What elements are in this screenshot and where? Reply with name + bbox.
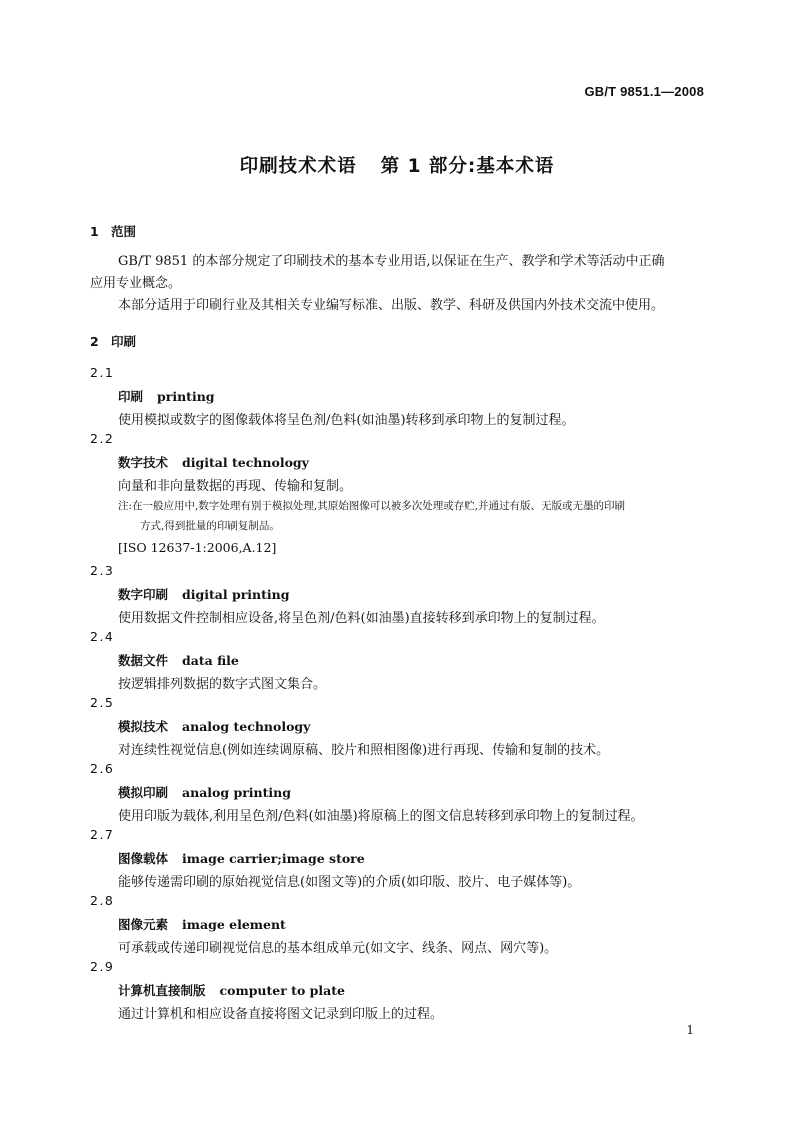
term-heading	[118, 387, 215, 405]
entry-number: 2.1	[90, 365, 115, 380]
term-heading	[118, 717, 310, 735]
term-zh: 印刷	[118, 389, 144, 404]
term-zh: 计算机直接制版	[118, 983, 206, 998]
term-heading	[118, 915, 286, 933]
term-definition: 通过计算机和相应设备直接将图文记录到印版上的过程。	[118, 1007, 444, 1022]
term-en: digital printing	[182, 587, 290, 602]
title-main: 印刷技术术语	[239, 156, 357, 177]
term-en: printing	[157, 389, 215, 404]
note-line-2: 方式,得到批量的印刷复制品。	[140, 520, 280, 532]
entry-number: 2.5	[90, 695, 115, 710]
term-definition: 使用印版为载体,利用呈色剂/色料(如油墨)将原稿上的图文信息转移到承印物上的复制过程。	[118, 809, 644, 824]
entry-number: 2.4	[90, 629, 115, 644]
term-en: data file	[182, 653, 239, 668]
term-en: computer to plate	[219, 983, 345, 998]
entry-number: 2.6	[90, 761, 115, 776]
term-definition: 能够传递需印刷的原始视觉信息(如图文等)的介质(如印版、胶片、电子媒体等)。	[118, 875, 581, 890]
term-en: image element	[182, 917, 286, 932]
term-heading	[118, 651, 239, 669]
scope-paragraph-line-2: 应用专业概念。	[90, 276, 182, 291]
term-definition: 按逻辑排列数据的数字式图文集合。	[118, 677, 327, 692]
term-definition: 使用数据文件控制相应设备,将呈色剂/色料(如油墨)直接转移到承印物上的复制过程。	[118, 611, 605, 626]
term-zh: 模拟技术	[118, 719, 169, 734]
term-definition: 可承载或传递印刷视觉信息的基本组成单元(如文字、线条、网点、网穴等)。	[118, 941, 558, 956]
term-en: analog printing	[182, 785, 291, 800]
term-definition: 向量和非向量数据的再现、传输和复制。	[118, 479, 353, 494]
section-title: 印刷	[111, 334, 137, 349]
section-title: 范围	[111, 224, 137, 239]
term-definition: 对连续性视觉信息(例如连续调原稿、胶片和照相图像)进行再现、传输和复制的技术。	[118, 743, 610, 758]
term-definition: 使用模拟或数字的图像载体将呈色剂/色料(如油墨)转移到承印物上的复制过程。	[118, 413, 575, 428]
page-number: 1	[686, 1023, 694, 1037]
document-code: GB/T 9851.1—2008	[584, 84, 704, 99]
term-heading	[118, 783, 291, 801]
scope-paragraph-line-3: 本部分适用于印刷行业及其相关专业编写标准、出版、教学、科研及供国内外技术交流中使用。	[118, 298, 665, 313]
page-title	[0, 152, 794, 178]
term-en: image carrier;image store	[182, 851, 365, 866]
entry-number: 2.9	[90, 959, 115, 974]
section-number: 1	[90, 224, 99, 239]
reference: [ISO 12637-1:2006,A.12]	[118, 540, 277, 555]
term-zh: 数字印刷	[118, 587, 169, 602]
term-heading	[118, 849, 365, 867]
term-heading	[118, 981, 345, 999]
section-heading-printing	[90, 332, 136, 350]
term-zh: 模拟印刷	[118, 785, 169, 800]
entry-number: 2.3	[90, 563, 115, 578]
scope-paragraph-line-1: GB/T 9851 的本部分规定了印刷技术的基本专业用语,以保证在生产、教学和学术等活动中正确	[118, 254, 665, 269]
title-part: 第 1 部分:基本术语	[380, 156, 555, 177]
term-en: digital technology	[182, 455, 309, 470]
term-heading	[118, 453, 309, 471]
section-number: 2	[90, 334, 99, 349]
term-heading	[118, 585, 289, 603]
term-zh: 数据文件	[118, 653, 169, 668]
term-zh: 数字技术	[118, 455, 169, 470]
note-line-1: 注:在一般应用中,数字处理有别于模拟处理,其原始图像可以被多次处理或存贮,并通过有版、无版或无墨的印刷	[118, 500, 626, 512]
entry-number: 2.7	[90, 827, 115, 842]
entry-number: 2.2	[90, 431, 115, 446]
entry-number: 2.8	[90, 893, 115, 908]
term-en: analog technology	[182, 719, 311, 734]
term-zh: 图像元素	[118, 917, 169, 932]
term-zh: 图像载体	[118, 851, 169, 866]
section-heading-scope	[90, 222, 136, 240]
